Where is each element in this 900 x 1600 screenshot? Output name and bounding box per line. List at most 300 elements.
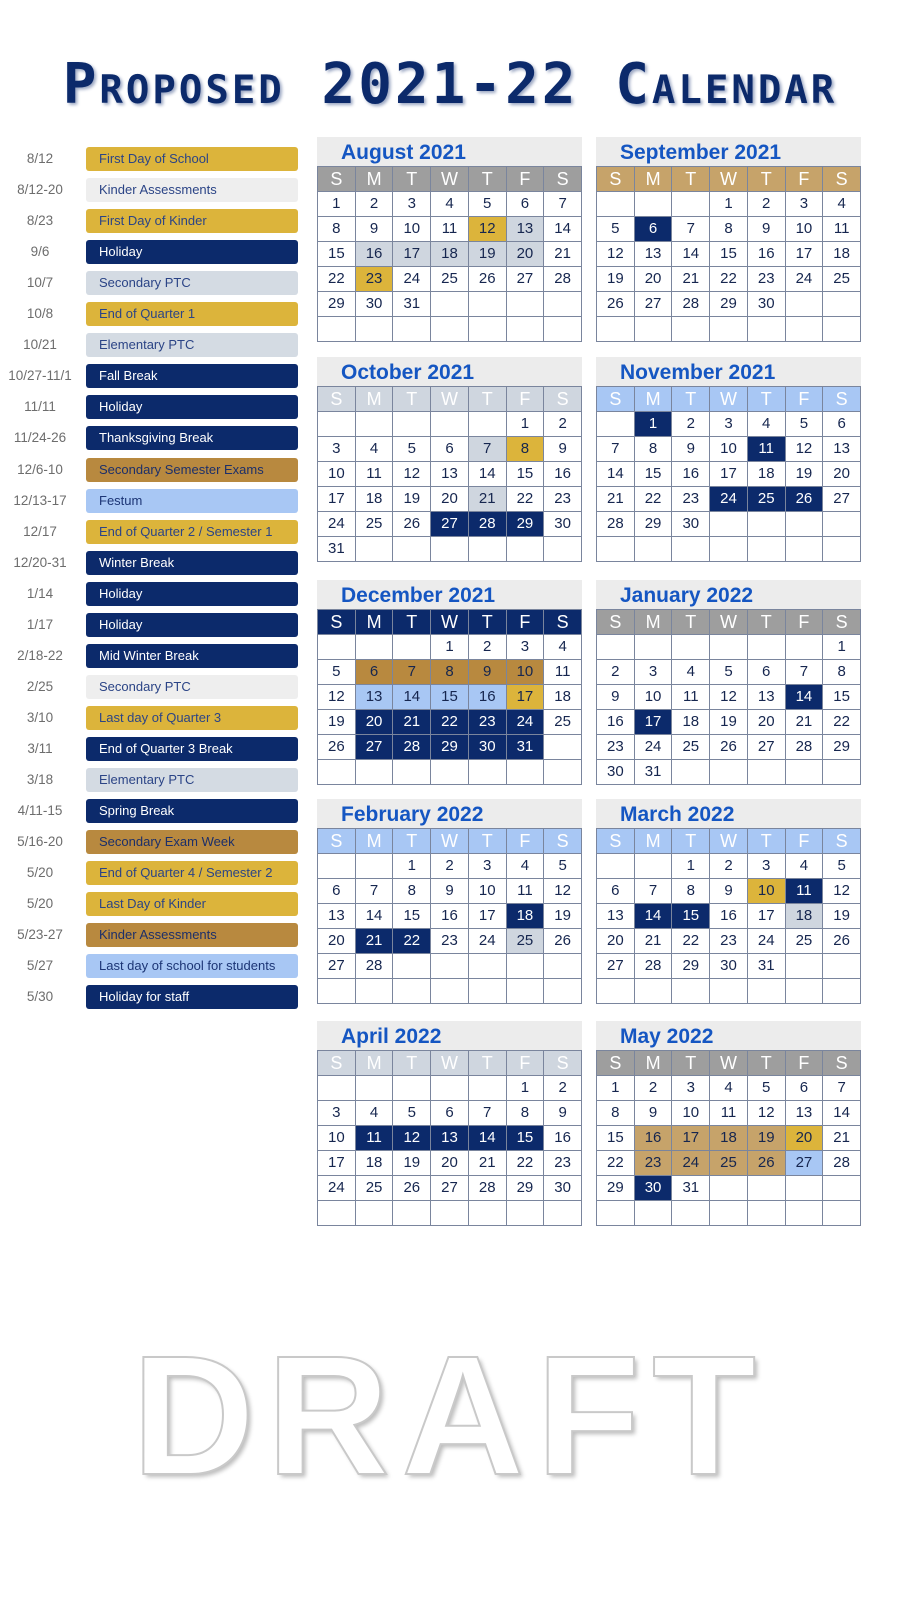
month-title: August 2021: [317, 137, 582, 166]
day-cell: 18: [544, 685, 582, 710]
empty-cell: [710, 1176, 748, 1201]
month-grid: [596, 828, 861, 1004]
legend-date: 10/8: [26, 306, 54, 322]
day-cell: 16: [672, 462, 710, 487]
day-cell: 4: [748, 412, 786, 437]
day-cell: 5: [318, 660, 356, 685]
day-cell: 5: [393, 437, 431, 462]
day-cell: 1: [710, 192, 748, 217]
empty-cell: [356, 412, 394, 437]
day-cell: 17: [469, 904, 507, 929]
day-cell: 18: [431, 242, 469, 267]
legend-item: [0, 675, 300, 700]
legend-date: 2/25: [26, 678, 54, 694]
empty-cell: [318, 760, 356, 785]
day-cell: 28: [672, 292, 710, 317]
month-grid: [317, 828, 582, 1004]
day-cell: 12: [318, 685, 356, 710]
empty-cell: [507, 979, 545, 1004]
day-cell: 19: [748, 1126, 786, 1151]
day-cell: 22: [507, 1151, 545, 1176]
day-cell: 24: [635, 735, 673, 760]
empty-cell: [710, 979, 748, 1004]
legend-date: 10/7: [26, 275, 54, 291]
day-cell: 10: [635, 685, 673, 710]
weekday-header: S: [318, 829, 356, 854]
day-cell: 6: [823, 412, 861, 437]
day-cell: 31: [748, 954, 786, 979]
day-cell: 6: [318, 879, 356, 904]
weekday-header: S: [823, 387, 861, 412]
legend-date: 10/21: [23, 337, 57, 353]
day-cell: 4: [823, 192, 861, 217]
day-cell: 30: [672, 512, 710, 537]
day-cell: 26: [318, 735, 356, 760]
day-cell: 11: [748, 437, 786, 462]
empty-cell: [823, 954, 861, 979]
day-cell: 2: [672, 412, 710, 437]
day-cell: 1: [597, 1076, 635, 1101]
day-cell: 19: [710, 710, 748, 735]
weekday-header: T: [672, 167, 710, 192]
empty-cell: [544, 735, 582, 760]
empty-cell: [356, 760, 394, 785]
day-cell: 12: [786, 437, 824, 462]
weekday-header: F: [507, 387, 545, 412]
day-cell: 2: [469, 635, 507, 660]
day-cell: 5: [748, 1076, 786, 1101]
legend-item: [0, 333, 300, 358]
day-cell: 16: [544, 1126, 582, 1151]
legend-item: [0, 458, 300, 483]
day-cell: 22: [431, 710, 469, 735]
day-cell: 24: [672, 1151, 710, 1176]
day-cell: 14: [786, 685, 824, 710]
weekday-header: T: [748, 387, 786, 412]
day-cell: 1: [507, 1076, 545, 1101]
month-grid: [317, 609, 582, 785]
day-cell: 23: [748, 267, 786, 292]
weekday-header: T: [393, 1051, 431, 1076]
day-cell: 11: [356, 462, 394, 487]
day-cell: 16: [710, 904, 748, 929]
weekday-header: S: [597, 829, 635, 854]
day-cell: 30: [469, 735, 507, 760]
day-cell: 7: [469, 437, 507, 462]
empty-cell: [469, 760, 507, 785]
day-cell: 28: [469, 512, 507, 537]
day-cell: 25: [356, 512, 394, 537]
empty-cell: [356, 979, 394, 1004]
empty-cell: [318, 1201, 356, 1226]
weekday-header: W: [710, 829, 748, 854]
day-cell: 15: [393, 904, 431, 929]
weekday-header: T: [748, 829, 786, 854]
empty-cell: [469, 412, 507, 437]
empty-cell: [786, 537, 824, 562]
empty-cell: [635, 1201, 673, 1226]
empty-cell: [748, 317, 786, 342]
weekday-header: T: [748, 610, 786, 635]
empty-cell: [318, 635, 356, 660]
weekday-header: M: [635, 1051, 673, 1076]
day-cell: 9: [544, 1101, 582, 1126]
day-cell: 20: [507, 242, 545, 267]
weekday-header: T: [469, 829, 507, 854]
empty-cell: [356, 635, 394, 660]
empty-cell: [597, 537, 635, 562]
weekday-header: S: [823, 829, 861, 854]
day-cell: 15: [710, 242, 748, 267]
day-cell: 15: [507, 1126, 545, 1151]
day-cell: 23: [544, 487, 582, 512]
month-calendar: [317, 357, 582, 562]
day-cell: 18: [786, 904, 824, 929]
day-cell: 8: [597, 1101, 635, 1126]
empty-cell: [710, 760, 748, 785]
day-cell: 25: [823, 267, 861, 292]
day-cell: 10: [469, 879, 507, 904]
legend-item: [0, 737, 300, 762]
day-cell: 28: [823, 1151, 861, 1176]
day-cell: 8: [710, 217, 748, 242]
month-calendar: [596, 799, 861, 1004]
legend-item: [0, 395, 300, 420]
day-cell: 6: [786, 1076, 824, 1101]
legend-label: Secondary Exam Week: [86, 830, 298, 854]
weekday-header: S: [823, 167, 861, 192]
empty-cell: [786, 635, 824, 660]
weekday-header: S: [544, 610, 582, 635]
month-calendar: [596, 1021, 861, 1226]
legend-date: 1/14: [26, 585, 54, 601]
day-cell: 28: [786, 735, 824, 760]
weekday-header: W: [431, 387, 469, 412]
day-cell: 19: [469, 242, 507, 267]
empty-cell: [469, 317, 507, 342]
empty-cell: [469, 1201, 507, 1226]
weekday-header: T: [672, 610, 710, 635]
legend-date: 5/20: [26, 896, 54, 912]
day-cell: 12: [748, 1101, 786, 1126]
empty-cell: [469, 979, 507, 1004]
empty-cell: [507, 292, 545, 317]
day-cell: 13: [748, 685, 786, 710]
legend-item: [0, 302, 300, 327]
legend-date: 5/30: [26, 989, 54, 1005]
weekday-header: M: [356, 610, 394, 635]
legend-label: Thanksgiving Break: [86, 426, 298, 450]
day-cell: 17: [672, 1126, 710, 1151]
legend-date: 3/11: [27, 740, 53, 756]
day-cell: 3: [748, 854, 786, 879]
legend-date: 3/10: [26, 709, 54, 725]
day-cell: 22: [710, 267, 748, 292]
empty-cell: [672, 317, 710, 342]
legend-date: 12/6-10: [17, 461, 63, 477]
day-cell: 7: [597, 437, 635, 462]
legend-item: [0, 923, 300, 948]
day-cell: 8: [672, 879, 710, 904]
weekday-header: M: [356, 829, 394, 854]
empty-cell: [544, 292, 582, 317]
day-cell: 13: [597, 904, 635, 929]
day-cell: 23: [431, 929, 469, 954]
empty-cell: [393, 635, 431, 660]
day-cell: 30: [544, 512, 582, 537]
day-cell: 10: [318, 462, 356, 487]
day-cell: 27: [823, 487, 861, 512]
weekday-header: T: [393, 829, 431, 854]
day-cell: 1: [318, 192, 356, 217]
day-cell: 29: [823, 735, 861, 760]
weekday-header: S: [823, 610, 861, 635]
day-cell: 19: [393, 1151, 431, 1176]
weekday-header: S: [823, 1051, 861, 1076]
day-cell: 17: [318, 487, 356, 512]
empty-cell: [544, 317, 582, 342]
day-cell: 20: [356, 710, 394, 735]
day-cell: 24: [710, 487, 748, 512]
day-cell: 5: [393, 1101, 431, 1126]
weekday-header: S: [318, 167, 356, 192]
empty-cell: [469, 537, 507, 562]
day-cell: 29: [507, 512, 545, 537]
legend-item: [0, 582, 300, 607]
day-cell: 23: [544, 1151, 582, 1176]
day-cell: 11: [823, 217, 861, 242]
legend-date: 1/17: [26, 616, 54, 632]
day-cell: 22: [597, 1151, 635, 1176]
day-cell: 2: [597, 660, 635, 685]
day-cell: 11: [507, 879, 545, 904]
day-cell: 16: [544, 462, 582, 487]
day-cell: 27: [356, 735, 394, 760]
day-cell: 18: [672, 710, 710, 735]
empty-cell: [635, 979, 673, 1004]
day-cell: 13: [431, 1126, 469, 1151]
legend-item: [0, 644, 300, 669]
day-cell: 14: [635, 904, 673, 929]
day-cell: 13: [431, 462, 469, 487]
day-cell: 16: [635, 1126, 673, 1151]
empty-cell: [823, 292, 861, 317]
legend-item: [0, 613, 300, 638]
empty-cell: [786, 317, 824, 342]
day-cell: 23: [356, 267, 394, 292]
day-cell: 14: [469, 462, 507, 487]
empty-cell: [748, 635, 786, 660]
day-cell: 14: [544, 217, 582, 242]
legend-label: Holiday: [86, 582, 298, 606]
empty-cell: [431, 537, 469, 562]
day-cell: 6: [507, 192, 545, 217]
day-cell: 15: [431, 685, 469, 710]
day-cell: 22: [318, 267, 356, 292]
empty-cell: [544, 979, 582, 1004]
legend-label: Last day of Quarter 3: [86, 706, 298, 730]
month-calendar: [317, 1021, 582, 1226]
legend-item: [0, 830, 300, 855]
empty-cell: [393, 979, 431, 1004]
month-title: April 2022: [317, 1021, 582, 1050]
empty-cell: [507, 537, 545, 562]
legend-label: Last Day of Kinder: [86, 892, 298, 916]
day-cell: 31: [507, 735, 545, 760]
day-cell: 22: [507, 487, 545, 512]
weekday-header: M: [356, 1051, 394, 1076]
month-calendar: [317, 137, 582, 342]
empty-cell: [672, 635, 710, 660]
day-cell: 25: [431, 267, 469, 292]
day-cell: 24: [786, 267, 824, 292]
month-title: September 2021: [596, 137, 861, 166]
legend-item: [0, 551, 300, 576]
weekday-header: M: [635, 167, 673, 192]
empty-cell: [431, 760, 469, 785]
day-cell: 1: [431, 635, 469, 660]
empty-cell: [786, 292, 824, 317]
weekday-header: S: [318, 610, 356, 635]
empty-cell: [710, 635, 748, 660]
month-grid: [596, 1050, 861, 1226]
legend-date: 5/23-27: [17, 927, 63, 943]
day-cell: 13: [786, 1101, 824, 1126]
day-cell: 9: [431, 879, 469, 904]
weekday-header: M: [356, 167, 394, 192]
weekday-header: M: [635, 387, 673, 412]
month-grid: [596, 609, 861, 785]
day-cell: 19: [544, 904, 582, 929]
day-cell: 22: [635, 487, 673, 512]
legend-item: [0, 271, 300, 296]
weekday-header: S: [544, 829, 582, 854]
day-cell: 17: [710, 462, 748, 487]
day-cell: 21: [393, 710, 431, 735]
weekday-header: T: [748, 1051, 786, 1076]
empty-cell: [672, 537, 710, 562]
day-cell: 29: [431, 735, 469, 760]
empty-cell: [318, 979, 356, 1004]
day-cell: 5: [786, 412, 824, 437]
month-grid: [596, 166, 861, 342]
month-calendar: [596, 580, 861, 785]
legend-date: 3/18: [26, 772, 54, 787]
weekday-header: W: [710, 167, 748, 192]
empty-cell: [635, 537, 673, 562]
month-calendar: [317, 799, 582, 1004]
empty-cell: [710, 512, 748, 537]
day-cell: 16: [469, 685, 507, 710]
weekday-header: W: [710, 610, 748, 635]
day-cell: 3: [469, 854, 507, 879]
weekday-header: T: [672, 829, 710, 854]
weekday-header: T: [469, 610, 507, 635]
empty-cell: [635, 854, 673, 879]
weekday-header: F: [786, 387, 824, 412]
day-cell: 25: [710, 1151, 748, 1176]
day-cell: 3: [786, 192, 824, 217]
legend-label: End of Quarter 2 / Semester 1: [86, 520, 298, 544]
day-cell: 24: [748, 929, 786, 954]
day-cell: 12: [597, 242, 635, 267]
day-cell: 27: [748, 735, 786, 760]
day-cell: 1: [823, 635, 861, 660]
month-grid: [596, 386, 861, 562]
day-cell: 3: [635, 660, 673, 685]
day-cell: 7: [356, 879, 394, 904]
legend-label: Festum: [86, 489, 298, 513]
empty-cell: [431, 979, 469, 1004]
legend-date: 8/12-20: [17, 182, 63, 198]
day-cell: 25: [672, 735, 710, 760]
weekday-header: F: [786, 167, 824, 192]
day-cell: 31: [672, 1176, 710, 1201]
legend-label: Winter Break: [86, 551, 298, 575]
empty-cell: [597, 317, 635, 342]
legend-date: 9/6: [30, 244, 50, 260]
day-cell: 9: [672, 437, 710, 462]
legend-date: 8/12: [26, 151, 54, 166]
day-cell: 9: [635, 1101, 673, 1126]
weekday-header: S: [318, 1051, 356, 1076]
weekday-header: W: [710, 387, 748, 412]
legend-item: [0, 520, 300, 545]
empty-cell: [544, 954, 582, 979]
day-cell: 20: [318, 929, 356, 954]
day-cell: 11: [710, 1101, 748, 1126]
day-cell: 13: [318, 904, 356, 929]
weekday-header: S: [544, 167, 582, 192]
day-cell: 20: [823, 462, 861, 487]
legend-date: 10/27-11/1: [8, 368, 72, 384]
empty-cell: [393, 954, 431, 979]
legend-label: Elementary PTC: [86, 768, 298, 792]
day-cell: 19: [318, 710, 356, 735]
day-cell: 1: [635, 412, 673, 437]
day-cell: 20: [748, 710, 786, 735]
weekday-header: T: [469, 167, 507, 192]
empty-cell: [710, 537, 748, 562]
empty-cell: [597, 979, 635, 1004]
day-cell: 16: [356, 242, 394, 267]
day-cell: 21: [469, 1151, 507, 1176]
day-cell: 18: [507, 904, 545, 929]
day-cell: 18: [823, 242, 861, 267]
empty-cell: [318, 854, 356, 879]
day-cell: 3: [507, 635, 545, 660]
month-calendar: [596, 137, 861, 342]
legend-item: [0, 985, 300, 1010]
legend-item: [0, 178, 300, 203]
day-cell: 25: [507, 929, 545, 954]
day-cell: 27: [597, 954, 635, 979]
legend-date: 12/20-31: [13, 554, 67, 570]
day-cell: 19: [393, 487, 431, 512]
empty-cell: [823, 979, 861, 1004]
legend-label: Fall Break: [86, 364, 298, 388]
day-cell: 12: [393, 1126, 431, 1151]
day-cell: 15: [318, 242, 356, 267]
empty-cell: [507, 1201, 545, 1226]
day-cell: 24: [469, 929, 507, 954]
day-cell: 26: [786, 487, 824, 512]
month-title: May 2022: [596, 1021, 861, 1050]
empty-cell: [544, 1201, 582, 1226]
empty-cell: [318, 412, 356, 437]
empty-cell: [672, 1201, 710, 1226]
day-cell: 4: [507, 854, 545, 879]
